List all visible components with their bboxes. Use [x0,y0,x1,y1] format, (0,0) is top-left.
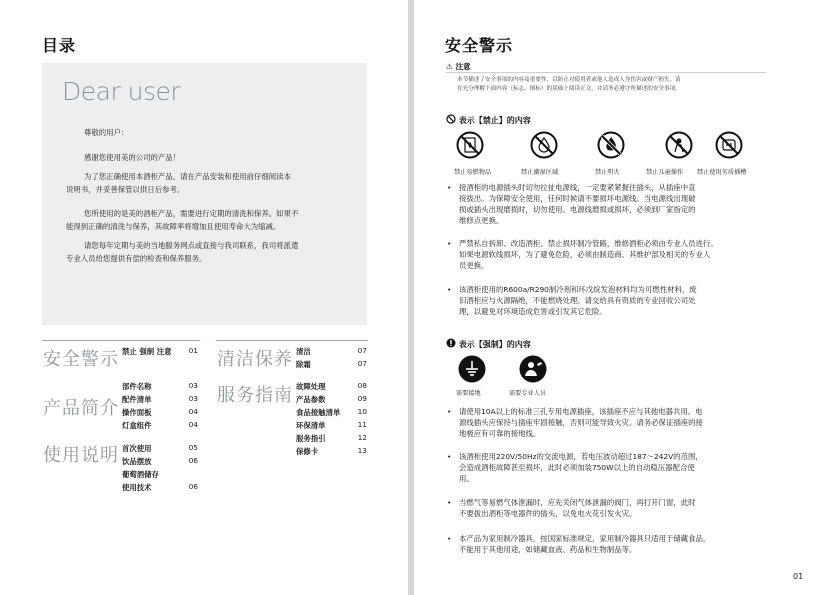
no-flammables-icon [456,131,484,159]
bullet-line: 员更换。 [459,261,489,270]
icon-caption: 禁止明火 [595,169,620,176]
divider [446,72,766,73]
panel-line: 说明书，并妥善保管以供日后参考。 [66,184,185,194]
toc-item[interactable]: 操作面板 [122,408,152,417]
bullet-dot: • [447,239,452,248]
toc-item[interactable]: 保修卡 [296,447,319,456]
bullet-line: 不要拔出酒柜等电器件的插头，以免电火花引发火灾。 [459,509,637,518]
toc-item[interactable]: 环保清单 [296,421,326,430]
notice-label: 注意 [455,62,471,71]
toc-item[interactable]: 清洁 [296,347,311,356]
toc-item[interactable]: 除霜 [296,360,311,369]
no-open-flame-icon [597,131,625,159]
toc-page: 03 [188,394,198,403]
toc-page: 04 [188,420,198,429]
notice-line: 本节描述了安全事项的内容及重要性，以防止对使用者或他人造成人身伤害或财产损失。请 [457,77,681,83]
bullet-line: 损或插头出现磨损时，切勿使用。电源线磨损或损坏，必须到厂家指定的 [459,205,696,214]
toc-rule [42,340,200,341]
toc-rule [216,340,368,341]
toc-section-service[interactable]: 服务指南 [217,385,293,406]
mandatory-bullet [447,533,711,555]
toc-page: 03 [188,381,198,390]
toc-item[interactable]: 产品参数 [296,395,326,404]
toc-page: 07 [357,359,367,368]
dear-user-panel [42,63,367,325]
bullet-line: 旧酒柜应与火源隔绝，不能燃烧处理。请交给具有资质的专业回收公司处 [459,296,696,305]
toc-item[interactable]: 部件名称 [122,382,152,391]
toc-item[interactable]: 食品接触清单 [296,408,341,417]
bullet-line: 如果电源软线损坏，为了避免危险，必须由制造商、其维护部及相关的专业人 [459,250,711,259]
icon-caption: 禁止潮湿区域 [521,169,559,176]
bullet-line: 用。 [459,474,474,483]
prohibit-heading [446,114,531,126]
prohibit-bullet [447,284,697,317]
panel-line: 您所使用的是美的酒柜产品，需要进行定期的清洗和保养。如果不 [84,209,299,218]
toc-page: 10 [357,407,367,416]
toc-section-cleaning[interactable]: 清洁保养 [217,349,293,370]
toc-page: 12 [357,433,367,442]
bullet-line: 该酒柜使用220V/50Hz的交流电源，若电压波动超过187～242V的范围， [459,452,703,461]
toc-page: 09 [357,394,367,403]
bullet-line: 源线插头应保持与插座牢固接触，否则可能导致火灾。请务必保证插座的接 [459,418,703,427]
toc-page: 07 [357,346,367,355]
prohibit-icon [446,114,456,124]
icon-caption: 禁止易燃物品 [454,169,492,176]
toc-page: 06 [188,456,198,465]
toc-item[interactable]: 故障处理 [296,382,326,391]
dear-user-heading: Dear user [62,77,181,106]
mandatory-heading [446,338,531,350]
bullet-line: 本产品为家用制冷器具，按国家标准规定，家用制冷器具只适用于储藏食品， [459,534,711,543]
toc-page: 01 [188,346,198,355]
panel-line: 为了您正确使用本酒柜产品，请在产品安装和使用前仔细阅读本 [84,172,291,181]
prohibit-bullet [447,238,718,271]
mandatory-bullet [447,451,703,484]
mandatory-bullet [447,406,703,439]
toc-item[interactable]: 配件清单 [122,395,152,404]
icon-caption: 需要接地 [456,390,481,397]
toc-item[interactable]: 葡萄酒储存 [122,470,159,479]
bullet-line: 严禁私自拆卸、改造酒柜、禁止损坏制冷管路，维修酒柜必须由专业人员进行。 [459,239,718,248]
toc-section-product[interactable]: 产品简介 [43,398,119,419]
toc-section-safety[interactable]: 安全警示 [43,349,119,370]
toc-item[interactable]: 服务指引 [296,434,326,443]
no-children-icon [665,131,693,159]
bullet-dot: • [447,534,452,543]
prohibit-bullet [447,182,696,226]
notice-heading [446,61,471,72]
bullet-line: 该酒柜使用的R600a/R290制冷剂和环戊烷发泡材料均为可燃性材料，废 [459,285,697,294]
toc-page: 05 [188,443,198,452]
toc-item[interactable]: 使用技术 [122,483,152,492]
toc-section-usage[interactable]: 使用说明 [43,445,119,466]
toc-page: 13 [357,446,367,455]
contents-title: 目录 [42,36,77,55]
ground-icon [458,355,486,383]
bullet-line: 理，以避免对环境造成危害或引发其它危险。 [459,307,607,316]
toc-item[interactable]: 禁止 强制 注意 [122,347,172,356]
bullet-line: 当燃气等易燃气体泄漏时，应先关闭气体泄漏的阀门，再打开门窗，此时 [459,498,696,507]
bullet-line: 会造成酒柜故障甚至损坏，此时必须加装750W以上的自动稳压器配合使 [459,463,695,472]
warning-triangle-icon: ⚠ [446,62,453,71]
mandatory-icon [446,338,456,348]
bullet-line: 不能用于其他用途，如储藏血液、药品和生物制品等。 [459,545,637,554]
toc-item[interactable]: 灯盒组件 [122,421,152,430]
toc-page: 06 [188,482,198,491]
bullet-dot: • [447,183,452,192]
left-page [0,0,408,595]
safety-title: 安全警示 [445,36,514,55]
bullet-dot: • [447,285,452,294]
panel-line: 感谢您使用美的公司的产品！ [84,153,181,162]
toc-page: 08 [357,381,367,390]
bullet-line: 维修点更换。 [459,216,504,225]
page-number: 01 [793,572,804,581]
panel-line: 尊敬的用户： [84,128,129,137]
panel-line: 专业人员给您提供有偿的检查和保养服务。 [66,253,207,263]
toc-item[interactable]: 饮品摆放 [122,457,152,466]
bullet-dot: • [447,498,452,507]
bullet-dot: • [447,407,452,416]
mandatory-bullet [447,497,696,519]
icon-caption: 禁止使用劣质插槽 [697,169,747,176]
professional-icon [519,355,547,383]
mandatory-title: 表示【强制】的内容 [458,340,531,349]
bullet-line: 接酒柜的电源插头时切勿拉扯电源线，一定要紧紧握住插头，从插座中直 [459,183,696,192]
prohibit-title: 表示【禁止】的内容 [458,116,531,125]
icon-caption: 禁止儿童操作 [646,169,684,176]
toc-page: 04 [188,407,198,416]
bullet-line: 请使用10A以上的标准三孔专用电源插座，该插座不应与其他电器共用。电 [459,407,703,416]
bullet-dot: • [447,452,452,461]
toc-page: 11 [357,420,367,429]
panel-line: 请您每年定期与美的当地服务网点或直接与我司联系，我司将派遣 [84,241,299,250]
bullet-line: 接拔出。为保障安全使用，任何时候请不要损坏电源线。当电源线出现破 [459,194,696,203]
bullet-line: 地极应有可靠的接地线。 [459,429,541,438]
icon-caption: 需要专业人员 [509,390,547,397]
panel-line: 能得到正确的清洗与保养，其故障率将增加且使用寿命大为缩减。 [66,221,281,231]
no-inferior-outlet-icon [715,131,743,159]
toc-item[interactable]: 首次使用 [122,444,152,453]
no-wet-area-icon [530,131,558,159]
right-page [414,0,822,595]
notice-line: 在充分理解下面内容（标志、图标）的基础上阅读正文，并请务必遵守所描述的安全事项。 [457,86,681,92]
